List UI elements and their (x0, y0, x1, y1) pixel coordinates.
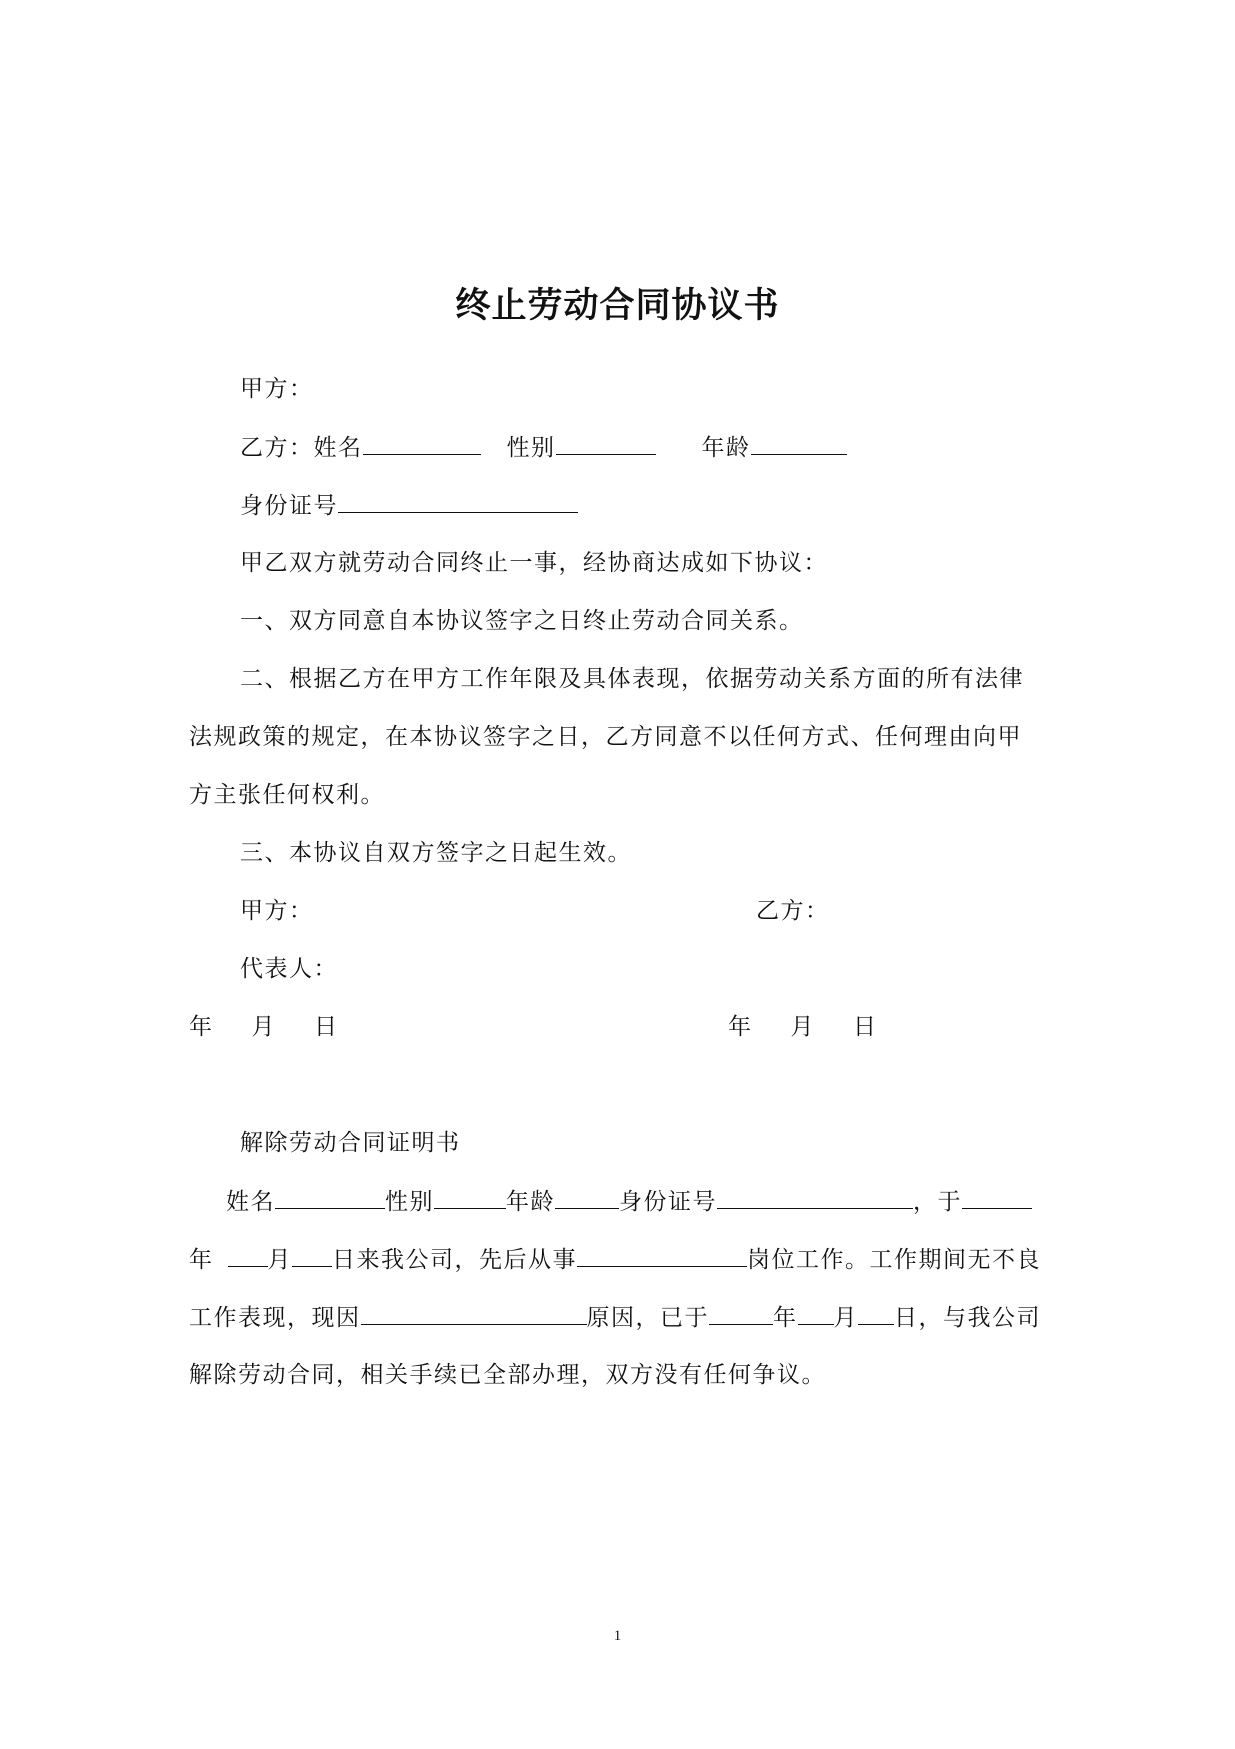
document-title: 终止劳动合同协议书 (455, 285, 780, 326)
cert-start-day-blank (292, 1244, 332, 1267)
date-b-year: 年 (728, 1014, 753, 1040)
certificate-title: 解除劳动合同证明书 (240, 1130, 461, 1156)
cert-age-blank (555, 1186, 619, 1209)
date-b-month: 月 (790, 1014, 815, 1040)
cert-gender-label: 性别 (385, 1189, 434, 1215)
clause-2-line-1: 二、根据乙方在甲方工作年限及具体表现，依据劳动关系方面的所有法律 (240, 666, 1024, 692)
cert-position-text: 岗位工作。工作期间无不良 (747, 1247, 1041, 1273)
cert-year-label: 年 (189, 1247, 214, 1273)
signature-party-a: 甲方： (240, 898, 314, 924)
clause-1: 一、双方同意自本协议签字之日终止劳动合同关系。 (240, 608, 804, 634)
id-blank (338, 490, 578, 513)
date-a-day: 日 (314, 1014, 339, 1040)
party-b-gender-label: 性别 (506, 435, 556, 461)
cert-month-label: 月 (267, 1247, 292, 1273)
gender-blank (556, 432, 656, 455)
date-a-month: 月 (251, 1014, 276, 1040)
cert-age-label: 年龄 (506, 1189, 555, 1215)
cert-name-label: 姓名 (226, 1189, 275, 1215)
cert-id-blank (717, 1186, 913, 1209)
cert-position-blank (577, 1244, 747, 1267)
clause-2-line-2: 法规政策的规定，在本协议签字之日，乙方同意不以任何方式、任何理由向甲 (189, 724, 1022, 750)
cert-start-year-blank (962, 1186, 1032, 1209)
date-a-year: 年 (189, 1014, 214, 1040)
certificate-line-3 (189, 1302, 1041, 1333)
party-b-name-label: 乙方：姓名 (240, 435, 363, 461)
cert-id-label: 身份证号 (619, 1189, 717, 1215)
cert-end-year-label: 年 (773, 1305, 798, 1331)
cert-end-month-blank (798, 1302, 834, 1325)
cert-end-year-blank (709, 1302, 773, 1325)
age-blank (751, 432, 847, 455)
cert-at-label: ，于 (913, 1189, 962, 1215)
signature-party-b: 乙方： (756, 898, 830, 924)
cert-reason-blank (361, 1302, 587, 1325)
clause-2-line-3: 方主张任何权利。 (189, 782, 385, 808)
certificate-line-4: 解除劳动合同，相关手续已全部办理，双方没有任何争议。 (189, 1362, 826, 1388)
cert-end-day-blank (858, 1302, 894, 1325)
cert-end-day-text: 日，与我公司 (894, 1305, 1041, 1331)
certificate-line-1 (226, 1186, 1032, 1217)
date-b-day: 日 (853, 1014, 878, 1040)
cert-reason-suffix: 原因，已于 (586, 1305, 709, 1331)
signature-date-a (189, 1012, 339, 1042)
party-b-age-label: 年龄 (701, 435, 751, 461)
cert-end-month-label: 月 (833, 1305, 858, 1331)
intro-line: 甲乙双方就劳动合同终止一事，经协商达成如下协议： (240, 550, 828, 576)
cert-start-month-blank (228, 1244, 268, 1267)
party-a-label: 甲方： (240, 376, 314, 402)
clause-3: 三、本协议自双方签字之日起生效。 (240, 840, 632, 866)
cert-reason-prefix: 工作表现，现因 (189, 1305, 361, 1331)
id-label: 身份证号 (240, 493, 338, 519)
id-line (240, 490, 578, 521)
signature-date-b (728, 1012, 878, 1042)
cert-gender-blank (434, 1186, 506, 1209)
party-b-line (240, 432, 847, 463)
cert-name-blank (275, 1186, 385, 1209)
name-blank (363, 432, 481, 455)
certificate-line-2 (189, 1244, 1041, 1275)
party-a-line (240, 374, 314, 404)
signature-representative: 代表人： (240, 956, 338, 982)
cert-join-text: 日来我公司，先后从事 (332, 1247, 577, 1273)
page-number: 1 (613, 1628, 622, 1644)
